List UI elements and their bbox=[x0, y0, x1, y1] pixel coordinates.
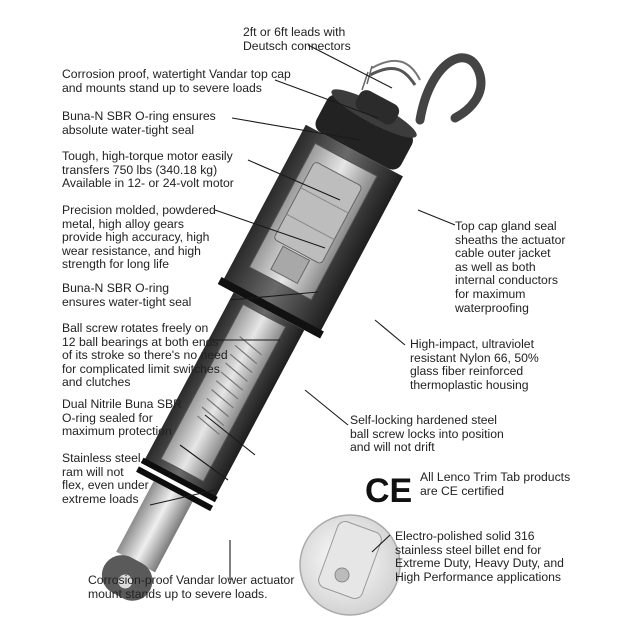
label-gears: Precision molded, powdered metal, high alloy gears provide high accuracy, high wear resistance, and high strength for long life bbox=[62, 203, 216, 272]
label-ram: Stainless steel ram will not flex, even under extreme loads bbox=[62, 451, 149, 506]
label-dual-oring: Dual Nitrile Buna SBR O-ring sealed for maximum protection bbox=[62, 397, 182, 439]
label-oring-top: Buna-N SBR O-ring ensures absolute water-tight seal bbox=[62, 109, 216, 137]
label-ce: All Lenco Trim Tab products are CE certified bbox=[420, 470, 571, 498]
label-top-cap: Corrosion proof, watertight Vandar top cap and mounts stand up to severe loads bbox=[62, 67, 291, 95]
svg-text:CE: CE bbox=[365, 472, 413, 510]
ce-mark bbox=[365, 472, 412, 510]
label-gland-seal: Top cap gland seal sheaths the actuator cable outer jacket as well as both internal conductors for maximum waterproofing bbox=[455, 219, 566, 315]
label-motor: Tough, high-torque motor easily transfers 750 lbs (340.18 kg) Available in 12- or 24-volt motor bbox=[62, 149, 234, 191]
label-ball-screw: Ball screw rotates freely on 12 ball bearings at both ends of its stroke so there's no need for complicated limit switches and clutches bbox=[62, 321, 228, 390]
billet-end-zoom bbox=[300, 515, 400, 615]
label-leads: 2ft or 6ft leads with Deutsch connectors bbox=[243, 25, 351, 53]
label-housing: High-impact, ultraviolet resistant Nylon 66, 50% glass fiber reinforced thermoplastic housing bbox=[410, 337, 539, 392]
label-billet: Electro-polished solid 316 stainless steel billet end for Extreme Duty, Heavy Duty, and High Performance applications bbox=[395, 529, 564, 584]
label-oring-mid: Buna-N SBR O-ring ensures water-tight seal bbox=[62, 281, 192, 309]
label-lower-mount: Corrosion-proof Vandar lower actuator mount stands up to severe loads. bbox=[88, 573, 295, 601]
label-self-locking: Self-locking hardened steel ball screw locks into position and will not drift bbox=[350, 413, 504, 455]
